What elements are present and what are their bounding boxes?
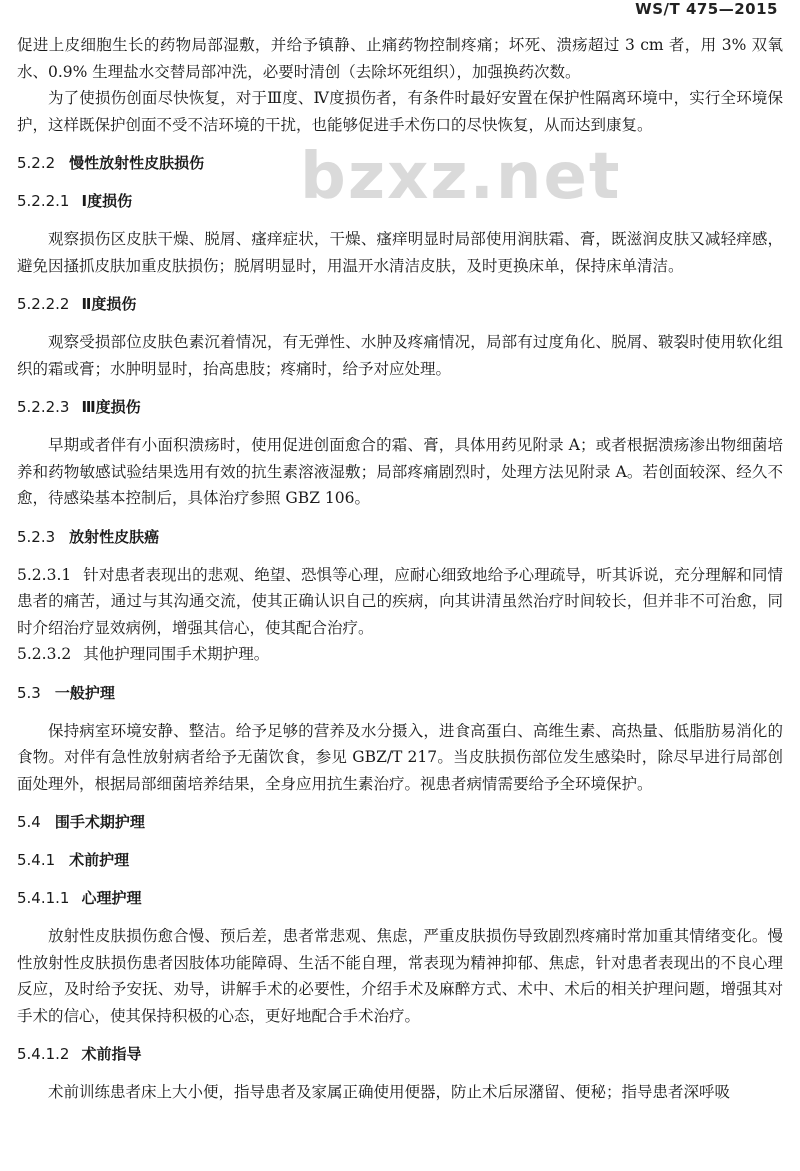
watermark: bzxz.net xyxy=(300,140,622,214)
section-title: Ⅲ度损伤 xyxy=(81,398,141,416)
paragraph: 早期或者伴有小面积溃疡时，使用促进创面愈合的霜、膏，具体用药见附录 A；或者根据溃疡渗出物细菌培养和药物敏感试验结果选用有效的抗生素溶液湿敷；局部疼痛剧烈时，处理方法见附录 A。若创面较深、经久不愈，待感染基本控制后，具体治疗参照 GBZ 106。 xyxy=(17,436,783,507)
paragraph: 促进上皮细胞生长的药物局部湿敷，并给予镇静、止痛药物控制疼痛；坏死、溃疡超过 3 cm 者，用 3% 双氧水、0.9% 生理盐水交替局部冲洗，必要时清创（去除坏死组织），加强换药次数。 xyxy=(17,36,783,81)
section-number: 5.2.2.1 xyxy=(17,192,70,210)
section-number: 5.2.3 xyxy=(17,527,56,546)
section-title: Ⅱ度损伤 xyxy=(81,295,137,313)
section-heading-5-4-1 xyxy=(17,847,783,873)
numbered-paragraph xyxy=(17,641,783,668)
paragraph: 为了使损伤创面尽快恢复，对于Ⅲ度、Ⅳ度损伤者，有条件时最好安置在保护性隔离环境中，实行全环境保护，这样既保护创面不受不洁环境的干扰，也能够促进手术伤口的尽快恢复，从而达到康复。 xyxy=(17,89,783,134)
section-heading-5-2-3 xyxy=(17,524,783,550)
section-heading-5-3 xyxy=(17,680,783,706)
section-heading-5-2-2-3 xyxy=(17,394,783,420)
section-number: 5.2.2.3 xyxy=(17,398,70,416)
section-heading-5-2-2-1 xyxy=(17,188,783,214)
section-heading-5-2-2 xyxy=(17,150,783,176)
section-title: 围手术期护理 xyxy=(54,813,145,831)
section-title: Ⅰ度损伤 xyxy=(81,192,133,210)
section-title: 心理护理 xyxy=(81,889,142,907)
section-title: 慢性放射性皮肤损伤 xyxy=(69,154,205,172)
paragraph: 保持病室环境安静、整洁。给予足够的营养及水分摄入，进食高蛋白、高维生素、高热量、低脂肪易消化的食物。对伴有急性放射病者给予无菌饮食，参见 GBZ/T 217。当皮肤损伤部位发生感染时，除尽早进行局部创面处理外，根据局部细菌培养结果，全身应用抗生素治疗。视患者病情需要给予全环境保护。 xyxy=(17,721,783,793)
item-text: 其他护理同围手术期护理。 xyxy=(83,645,270,663)
paragraph: 观察受损部位皮肤色素沉着情况，有无弹性、水肿及疼痛情况，局部有过度角化、脱屑、皲裂时使用软化组织的霜或膏；水肿明显时，抬高患肢；疼痛时，给予对应处理。 xyxy=(17,333,783,378)
section-title: 放射性皮肤癌 xyxy=(69,527,160,546)
section-heading-5-4-1-2 xyxy=(17,1041,783,1067)
numbered-paragraph xyxy=(17,562,783,642)
document-code: WS/T 475—2015 xyxy=(635,0,778,18)
section-number: 5.3 xyxy=(17,683,41,702)
section-heading-5-4-1-1 xyxy=(17,885,783,911)
section-number: 5.4.1.2 xyxy=(17,1045,70,1063)
section-heading-5-4 xyxy=(17,809,783,835)
section-title: 术前指导 xyxy=(81,1045,142,1063)
section-number: 5.4.1.1 xyxy=(17,889,70,907)
item-number: 5.2.3.1 xyxy=(17,565,72,584)
paragraph: 观察损伤区皮肤干燥、脱屑、瘙痒症状，干燥、瘙痒明显时局部使用润肤霜、膏，既滋润皮肤又减轻痒感，避免因搔抓皮肤加重皮肤损伤；脱屑明显时，用温开水清洁皮肤，及时更换床单，保持床单清洁。 xyxy=(17,230,783,275)
section-title: 一般护理 xyxy=(54,683,115,702)
section-title: 术前护理 xyxy=(69,851,130,869)
section-heading-5-2-2-2 xyxy=(17,291,783,317)
item-text: 针对患者表现出的悲观、绝望、恐惧等心理，应耐心细致地给予心理疏导，听其诉说，充分理解和同情患者的痛苦，通过与其沟通交流，使其正确认识自己的疾病，向其讲清虽然治疗时间较长，但并非不可治愈，同时介绍治疗显效病例，增强其信心，使其配合治疗。 xyxy=(17,565,783,637)
document-body xyxy=(17,32,783,1106)
section-number: 5.4.1 xyxy=(17,851,56,869)
section-number: 5.2.2.2 xyxy=(17,295,70,313)
item-number: 5.2.3.2 xyxy=(17,645,72,663)
section-number: 5.2.2 xyxy=(17,154,56,172)
section-number: 5.4 xyxy=(17,813,41,831)
paragraph: 放射性皮肤损伤愈合慢、预后差，患者常悲观、焦虑，严重皮肤损伤导致剧烈疼痛时常加重其情绪变化。慢性放射性皮肤损伤患者因肢体功能障碍、生活不能自理，常表现为精神抑郁、焦虑，针对患者表现出的不良心理反应，及时给予安抚、劝导，讲解手术的必要性，介绍手术及麻醉方式、术中、术后的相关护理问题，增强其对手术的信心，使其保持积极的心态，更好地配合手术治疗。 xyxy=(17,927,783,1025)
paragraph: 术前训练患者床上大小便，指导患者及家属正确使用便器，防止术后尿潴留、便秘；指导患者深呼吸 xyxy=(48,1083,731,1101)
